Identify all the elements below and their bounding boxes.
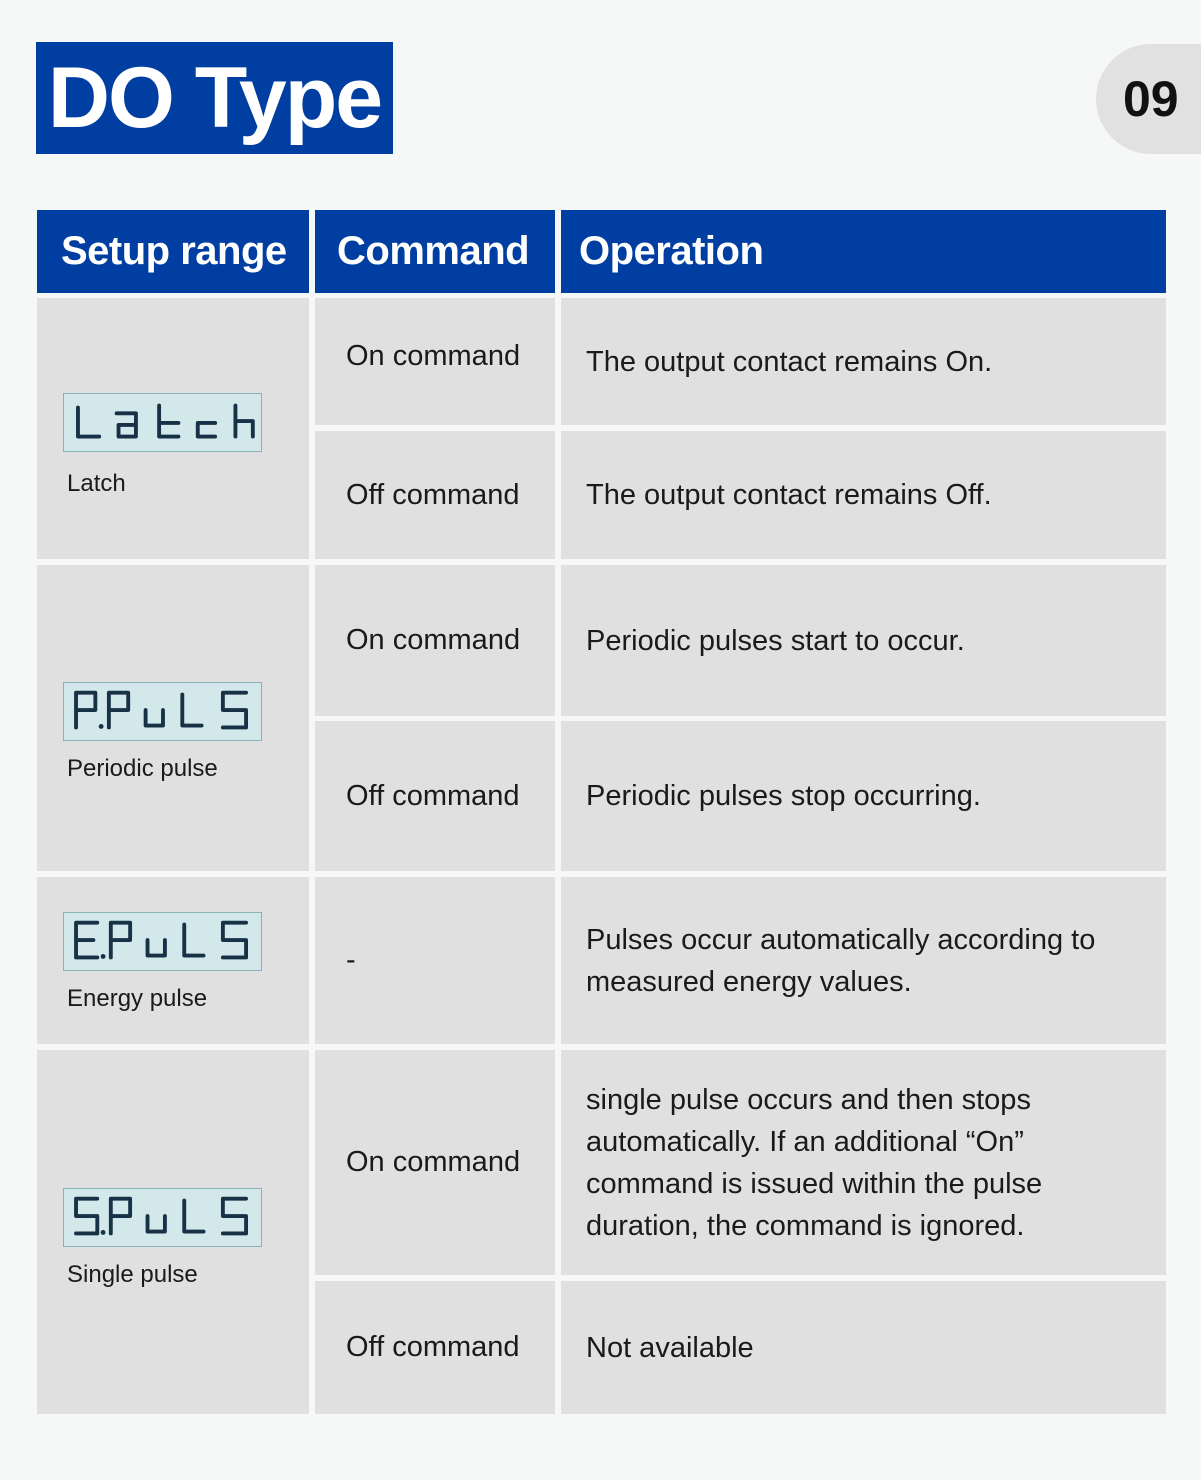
header-operation: Operation [561, 210, 1166, 293]
operation-cell: Periodic pulses stop occurring. [561, 721, 1166, 871]
command-cell: On command [315, 298, 555, 425]
header-command: Command [315, 210, 555, 293]
command-cell: - [315, 877, 555, 1044]
operation-cell: Periodic pulses start to occur. [561, 565, 1166, 716]
command-cell: On command [315, 565, 555, 716]
header-setup-range: Setup range [37, 210, 309, 293]
lcd-display-periodic-pulse [63, 682, 262, 741]
lcd-display-energy-pulse [63, 912, 262, 971]
operation-cell: Pulses occur automatically according to measured energy values. [561, 877, 1166, 1044]
setup-range-label-latch: Latch [67, 470, 126, 497]
page-number: 09 [1096, 44, 1201, 154]
operation-cell: The output contact remains On. [561, 298, 1166, 425]
setup-range-label-energy-pulse: Energy pulse [67, 985, 208, 1012]
page-title: DO Type [36, 42, 393, 154]
operation-cell: single pulse occurs and then stops automatically. If an additional “On” command is issued within the pulse duration, the command is ignored. [561, 1050, 1166, 1275]
setup-range-label-single-pulse: Single pulse [67, 1261, 198, 1288]
command-cell: On command [315, 1050, 555, 1275]
lcd-display-latch [63, 393, 262, 452]
setup-range-label-periodic-pulse: Periodic pulse [67, 755, 218, 782]
command-cell: Off command [315, 1281, 555, 1414]
command-cell: Off command [315, 431, 555, 559]
lcd-display-single-pulse [63, 1188, 262, 1247]
command-cell: Off command [315, 721, 555, 871]
operation-cell: The output contact remains Off. [561, 431, 1166, 559]
operation-cell: Not available [561, 1281, 1166, 1414]
